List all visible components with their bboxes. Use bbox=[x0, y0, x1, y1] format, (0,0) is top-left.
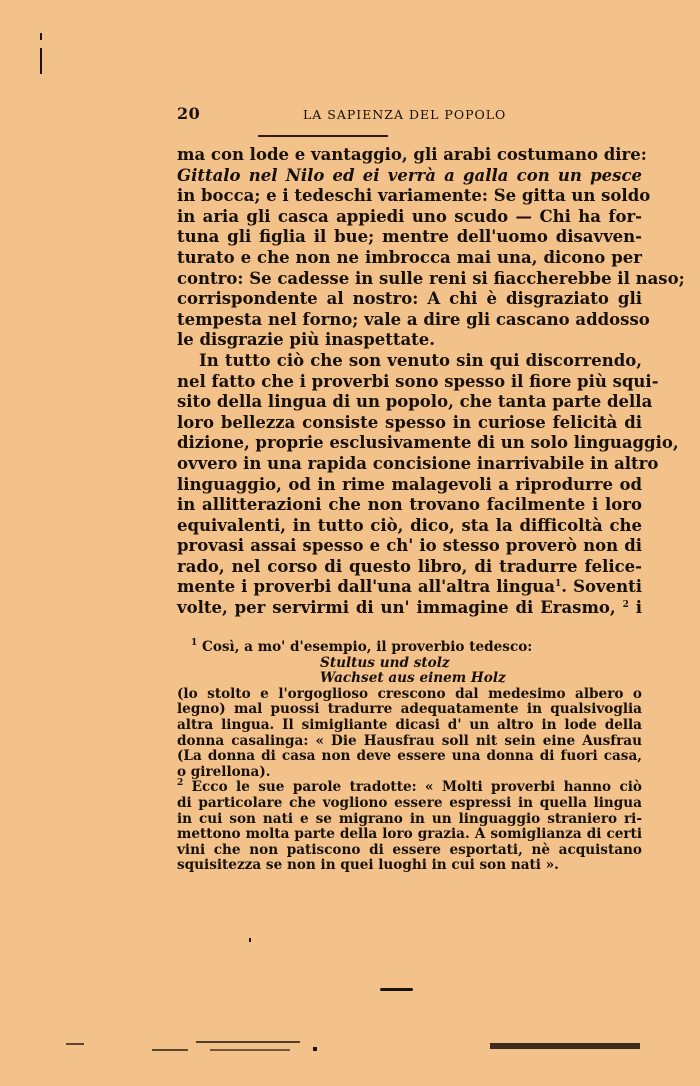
body-line: turato e che non ne imbrocca mai una, dicono per bbox=[177, 247, 642, 267]
body-line: le disgrazie più inaspettate. bbox=[177, 330, 436, 350]
footnote-line: (lo stolto e l'orgoglioso crescono dal medesimo albero o bbox=[177, 685, 642, 702]
body-line: loro bellezza consiste spesso in curiose felicità di bbox=[177, 412, 642, 432]
body-line: tempesta nel forno; vale a dire gli cascano addosso bbox=[177, 309, 650, 329]
footnote-line: vini che non patiscono di essere esportati, nè acquistano bbox=[177, 841, 642, 858]
footnote-mark: 1 bbox=[191, 638, 198, 648]
header-rule bbox=[258, 135, 388, 137]
body-line: nel fatto che i proverbi sono spesso il fiore più squi- bbox=[177, 371, 659, 391]
body-line: corrispondente al nostro: A chi è disgraziato gli bbox=[177, 289, 642, 309]
body-line: contro: Se cadesse in sulle reni si fiaccherebbe il naso; bbox=[177, 268, 685, 288]
body-line: equivalenti, in tutto ciò, dico, sta la difficoltà che bbox=[177, 515, 642, 535]
footnote-line: legno) mal puossi tradurre adequatamente in qualsivoglia bbox=[177, 701, 642, 718]
body-line-tail: Soventi bbox=[573, 577, 642, 597]
body-line-text: volte, per servirmi di un' immagine di Erasmo, bbox=[177, 598, 616, 618]
margin-mark bbox=[40, 48, 42, 74]
body-line: provasi assai spesso e ch' io stesso proverò non di bbox=[177, 536, 642, 556]
footnote-line: altra lingua. Il simigliante dicasi d' un altro in lode della bbox=[177, 716, 642, 733]
body-line: in aria gli casca appiedi uno scudo — Chi ha for- bbox=[177, 206, 642, 226]
body-line: In tutto ciò che son venuto sin qui discorrendo, bbox=[199, 350, 642, 370]
footnote-ref[interactable]: 2 bbox=[622, 600, 629, 611]
footnote-line: (La donna di casa non deve essere una donna di fuori casa, bbox=[177, 748, 642, 765]
page-header bbox=[177, 104, 642, 128]
body-line: rado, nel corso di questo libro, di tradurre felice- bbox=[177, 556, 642, 576]
footnote-line: di particolare che vogliono essere espressi in quella lingua bbox=[177, 794, 642, 811]
body-line-tail: i bbox=[635, 598, 642, 618]
footnote-mark: 2 bbox=[177, 778, 184, 789]
body-line: in allitterazioni che non trovano facilmente i loro bbox=[177, 495, 642, 515]
page-number: 20 bbox=[177, 104, 201, 123]
footnote-line: donna casalinga: « Die Hausfrau soll nit sein eine Ausfrau bbox=[177, 732, 642, 749]
scan-artifact bbox=[490, 1043, 640, 1049]
footnote-line: mettono molta parte della loro grazia. A somiglianza di certi bbox=[177, 826, 642, 843]
body-line: ma con lode e vantaggio, gli arabi costumano dire: bbox=[177, 145, 647, 164]
body-line: mente i proverbi dall'una all'altra lingua$^1$. Soventi bbox=[177, 577, 642, 597]
body-text bbox=[177, 145, 685, 619]
scan-artifact bbox=[196, 1041, 300, 1043]
scan-dash bbox=[380, 988, 413, 991]
footnote-line: o girellona). bbox=[177, 763, 271, 780]
footnote-text: Ecco le sue parole tradotte: « Molti proverbi hanno ciò bbox=[191, 779, 642, 796]
scan-artifact bbox=[152, 1049, 188, 1051]
scan-speck bbox=[249, 938, 251, 942]
footnote-2-line bbox=[177, 780, 642, 796]
scan-artifact bbox=[313, 1047, 317, 1051]
body-line: sito della lingua di un popolo, che tanta parte della bbox=[177, 392, 653, 412]
margin-mark bbox=[40, 33, 42, 40]
proverb-verse: Wachset aus einem Holz bbox=[320, 670, 506, 687]
footnote-line: in cui son nati e se migrano in un linguaggio straniero ri- bbox=[177, 810, 642, 827]
footnote-text: Così, a mo' d'esempio, il proverbio tedesco: bbox=[202, 639, 533, 655]
footnote-ref[interactable]: 1 bbox=[555, 579, 562, 590]
body-line: linguaggio, od in rime malagevoli a riprodurre od bbox=[177, 474, 642, 494]
body-line: ovvero in una rapida concisione inarrivabile in altro bbox=[177, 453, 659, 473]
scan-artifact bbox=[66, 1043, 84, 1045]
body-line: tuna gli figlia il bue; mentre dell'uomo disavven- bbox=[177, 227, 642, 247]
footnote-1-intro bbox=[177, 640, 642, 656]
body-line: dizione, proprie esclusivamente di un solo linguaggio, bbox=[177, 433, 679, 453]
body-line bbox=[177, 166, 642, 187]
running-title: LA SAPIENZA DEL POPOLO bbox=[303, 107, 507, 122]
proverb-italic: Gittalo nel Nilo ed ei verrà a galla con un pesce bbox=[177, 165, 642, 185]
scan-artifact bbox=[210, 1049, 290, 1051]
footnotes bbox=[177, 640, 642, 874]
body-line bbox=[177, 598, 642, 619]
body-line: in bocca; e i tedeschi variamente: Se gitta un soldo bbox=[177, 186, 651, 206]
proverb-verse: Stultus und stolz bbox=[320, 654, 450, 671]
body-line-text: mente i proverbi dall'una all'altra lingua bbox=[177, 577, 555, 597]
footnote-line: squisitezza se non in quei luoghi in cui son nati ». bbox=[177, 857, 559, 874]
